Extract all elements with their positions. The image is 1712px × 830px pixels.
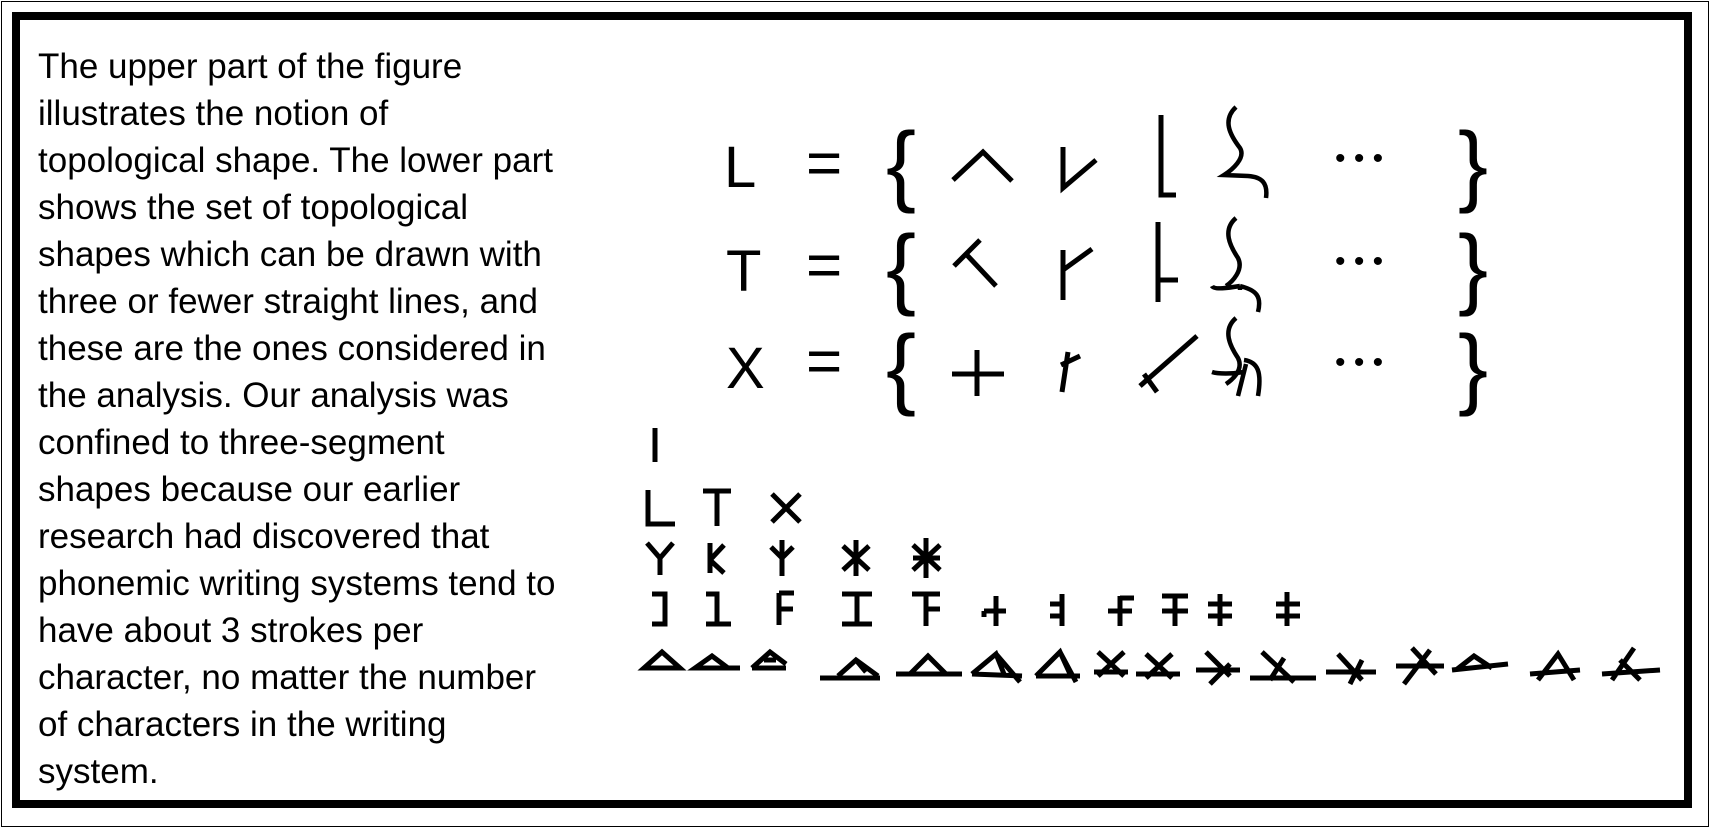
equation-symbol: X (726, 336, 765, 401)
shape-k (710, 543, 724, 573)
shape-bracket (652, 594, 665, 624)
shape-cross-stub (984, 596, 1006, 626)
shape-open-triangle (896, 656, 962, 674)
close-brace: } (1458, 318, 1489, 418)
equation-L (724, 107, 1488, 215)
ellipsis: • • • (1335, 245, 1384, 278)
ellipsis: • • • (1335, 142, 1384, 175)
shape-triangle-cross (1530, 654, 1580, 680)
variant-l (1161, 115, 1176, 195)
shape-t (703, 491, 731, 526)
shape-x-triangle (1602, 648, 1660, 680)
shape-y (647, 543, 673, 575)
equals-sign: = (806, 231, 843, 300)
variant-l-stub (1158, 222, 1178, 302)
shape-x-base (1094, 652, 1128, 676)
shape-l (648, 490, 675, 524)
close-brace: } (1458, 115, 1489, 215)
shape-hash (1276, 592, 1300, 626)
equation-symbol: T (726, 239, 762, 304)
shape-x-crossbar (1196, 652, 1240, 684)
shape-hook (706, 594, 731, 624)
equals-sign: = (806, 327, 843, 396)
shape-skewed-triangle-2 (1036, 652, 1080, 682)
shape-t-bar (912, 594, 940, 626)
caption-text: The upper part of the figure illustrates the notion of topological shape. The lower part shows the set of topological shapes which can be drawn with three or fewer straight lines, and these are the ones considered in the analysis. Our analysis was confined to three-segment shapes because our earlier research had discovered that phonemic writing systems tend to have about 3 strokes per character, no matter the number of characters in the writing system. (38, 47, 556, 791)
variant-squiggle (1212, 218, 1259, 312)
close-brace: } (1458, 218, 1489, 318)
open-brace: { (886, 318, 917, 418)
shape-triangle (644, 652, 680, 668)
variant-checkmark (1063, 147, 1096, 188)
shape-row-5 (644, 648, 1660, 684)
variant-slash-cross (1140, 336, 1197, 392)
variant-tilted-t (954, 240, 996, 286)
variant-shapes (954, 218, 1259, 312)
shape-triangle-base (820, 660, 880, 678)
shape-x-tilted (1326, 654, 1376, 684)
variant-branch (1063, 249, 1092, 300)
shape-psi (771, 540, 793, 576)
shape-i (842, 594, 872, 624)
shape-x-long-base (1136, 654, 1180, 678)
variant-squiggle (1224, 107, 1266, 198)
equation-X (726, 318, 1488, 418)
open-brace: { (886, 218, 917, 318)
shape-e-stub (1050, 594, 1062, 626)
shape-skewed-triangle (972, 654, 1022, 682)
shape-x-slant (1396, 648, 1444, 684)
variant-crossed (1061, 352, 1080, 392)
variant-plus (952, 350, 1004, 396)
shape-row-3 (647, 538, 940, 578)
shape-triangle-tail (695, 656, 740, 668)
equation-symbol: L (724, 135, 757, 200)
variant-caret (953, 152, 1012, 181)
shape-f (779, 593, 794, 625)
shape-row-4 (652, 592, 1300, 626)
variant-squiggle (1212, 318, 1259, 396)
shape-x-wide (1250, 652, 1316, 682)
shape-triangle-line (1452, 656, 1508, 670)
shape-double-cross (1208, 594, 1232, 626)
shape-x (772, 494, 800, 522)
shape-double-t (1162, 596, 1188, 626)
equals-sign: = (806, 129, 843, 198)
shape-asterisk (843, 540, 869, 576)
open-brace: { (886, 115, 917, 215)
shape-row-2 (648, 490, 800, 526)
variant-shapes (952, 318, 1259, 396)
shape-star (913, 538, 940, 578)
shape-f-cross (1108, 596, 1134, 626)
ellipsis: • • • (1335, 346, 1384, 379)
variant-shapes (953, 107, 1266, 198)
equation-T (726, 218, 1488, 318)
shape-triangle-bar (752, 652, 786, 668)
